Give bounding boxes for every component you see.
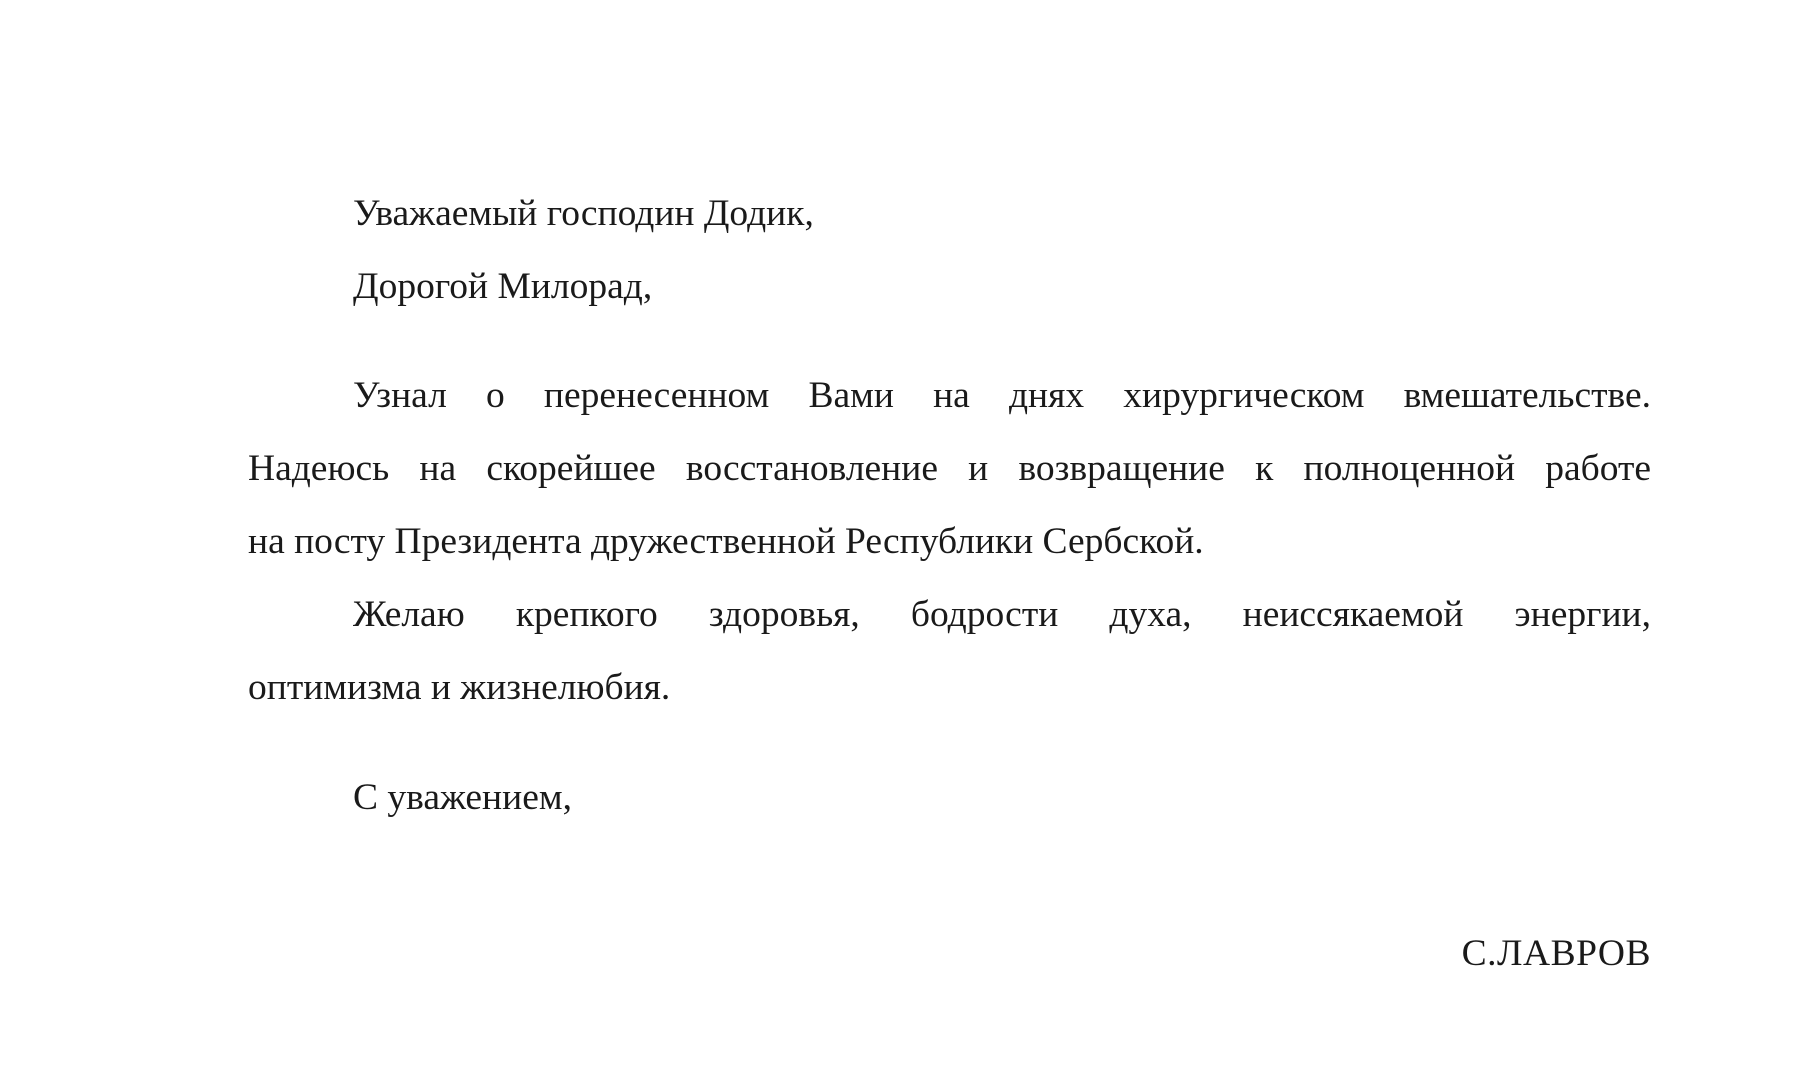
paragraph-1-line-1: Узнал о перенесенном Вами на днях хирургическом вмешательстве. <box>353 375 1651 416</box>
paragraph-1-line-3: на посту Президента дружественной Республики Сербской. <box>248 521 1204 562</box>
closing-phrase: С уважением, <box>353 777 572 818</box>
salutation-personal: Дорогой Милорад, <box>353 266 653 307</box>
signature-name: С.ЛАВРОВ <box>1461 933 1651 974</box>
paragraph-2-line-2: оптимизма и жизнелюбия. <box>248 667 671 708</box>
paragraph-1-line-2: Надеюсь на скорейшее восстановление и возвращение к полноценной работе <box>248 448 1651 489</box>
paragraph-2-line-1: Желаю крепкого здоровья, бодрости духа, неиссякаемой энергии, <box>353 594 1651 635</box>
salutation-formal: Уважаемый господин Додик, <box>353 193 814 234</box>
